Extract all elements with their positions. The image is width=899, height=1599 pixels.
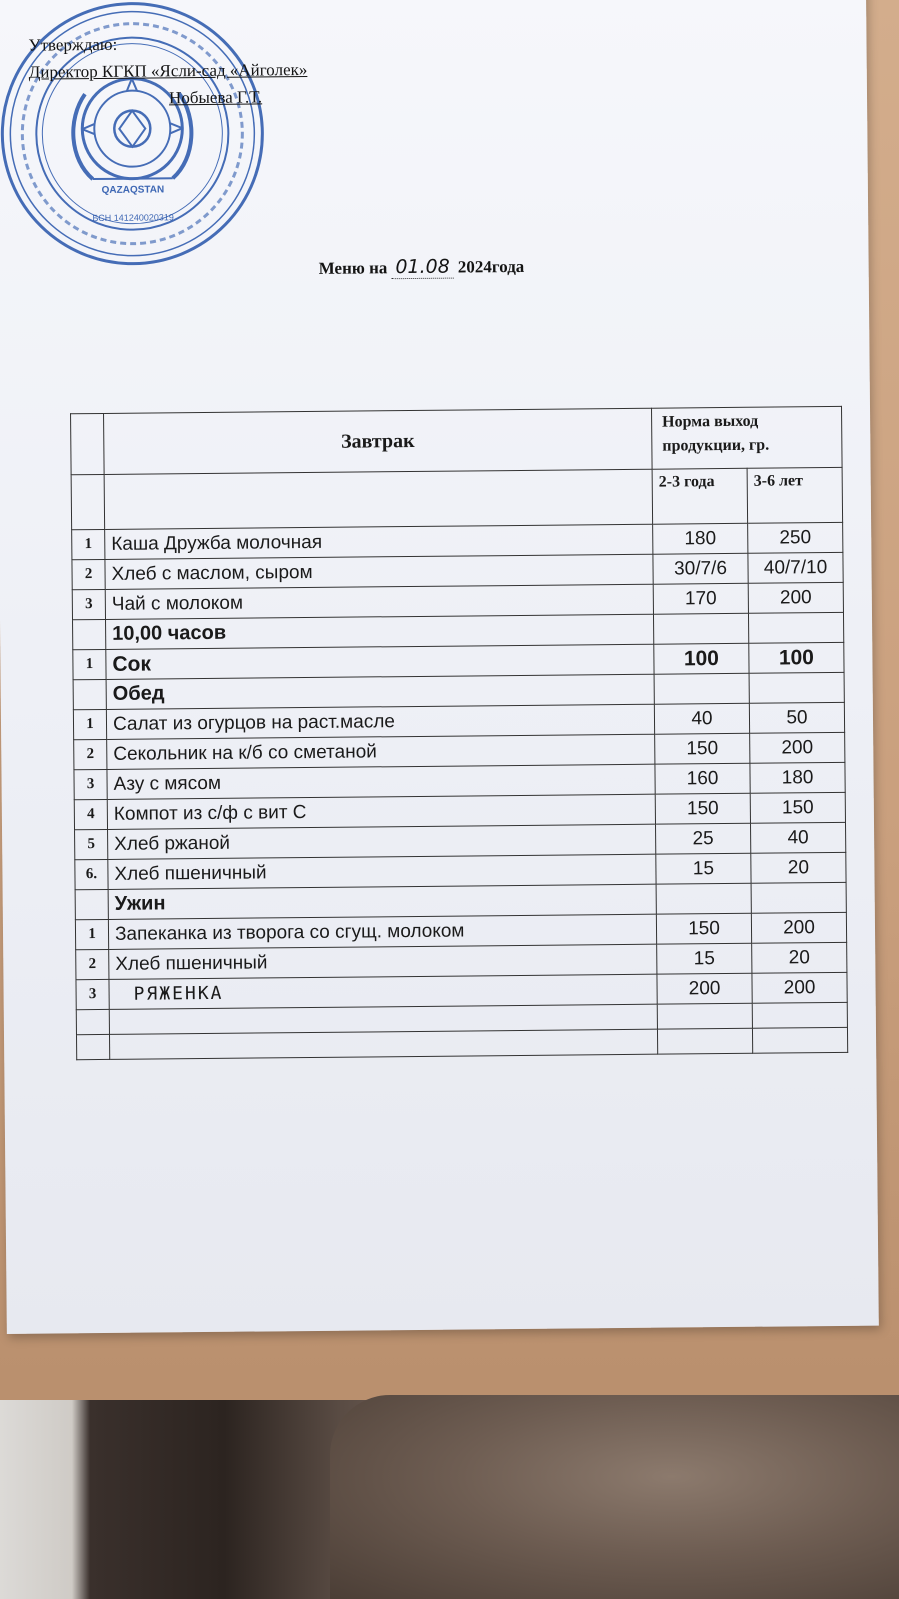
age-dish-cell — [104, 469, 653, 529]
header-norm: Норма выход продукции, гр. — [652, 406, 843, 469]
row-value-old — [752, 1002, 847, 1028]
row-dish: Хлеб с маслом, сыром — [105, 554, 653, 589]
row-value-old: 100 — [749, 642, 844, 673]
menu-table — [70, 406, 848, 1060]
age-old: 3-6 лет — [747, 467, 843, 523]
row-number — [76, 1034, 109, 1059]
row-dish: Компот из с/ф с вит С — [107, 794, 655, 829]
approval-heading: Утверждаю: — [28, 34, 118, 55]
row-number — [76, 1009, 109, 1034]
row-number: 1 — [73, 649, 106, 679]
table-age-row — [71, 467, 842, 529]
age-number-cell — [71, 474, 105, 529]
row-value-old: 20 — [751, 852, 846, 883]
row-value-old — [751, 882, 846, 913]
row-number: 5 — [75, 829, 108, 859]
row-number: 6. — [75, 859, 108, 889]
row-number: 4 — [74, 799, 107, 829]
row-value-young: 150 — [656, 913, 751, 944]
row-dish: Хлеб пшеничный — [108, 854, 656, 889]
row-dish: Запеканка из творога со сгущ. молоком — [108, 914, 656, 949]
row-value-young — [654, 673, 749, 704]
row-value-young: 25 — [655, 823, 750, 854]
row-value-young: 200 — [657, 973, 752, 1004]
row-value-young: 180 — [653, 523, 748, 554]
row-dish: Хлеб пшеничный — [109, 944, 657, 979]
row-dish: Чай с молоком — [105, 584, 653, 619]
row-value-old: 40 — [750, 822, 845, 853]
row-value-young: 150 — [655, 733, 750, 764]
title-prefix: Меню на — [318, 258, 388, 278]
row-value-old — [748, 612, 843, 643]
row-dish: Салат из огурцов на раст.масле — [106, 704, 654, 739]
row-dish: РЯЖЕНКА — [109, 974, 657, 1009]
row-value-young — [653, 613, 748, 644]
svg-text:БСН 141240020319: БСН 141240020319 — [92, 212, 174, 224]
row-value-old: 250 — [748, 522, 843, 553]
row-value-young: 15 — [657, 943, 752, 974]
header-number-cell — [71, 413, 105, 474]
age-young: 2-3 года — [652, 468, 748, 524]
row-value-old — [749, 672, 844, 703]
title-handwritten-date: 01.08 — [391, 256, 453, 280]
row-number — [75, 889, 108, 919]
row-value-old: 20 — [752, 942, 847, 973]
row-dish: Секольник на к/б со сметаной — [107, 734, 655, 769]
row-value-young — [656, 883, 751, 914]
row-dish — [109, 1029, 657, 1059]
row-number: 3 — [74, 769, 107, 799]
table-header-row — [71, 406, 843, 474]
title-suffix: 2024года — [457, 256, 525, 277]
row-dish: Азу с мясом — [107, 764, 655, 799]
approval-block — [28, 29, 307, 113]
row-value-young — [657, 1028, 752, 1054]
row-number: 1 — [75, 919, 108, 949]
row-value-young: 30/7/6 — [653, 553, 748, 584]
row-number: 1 — [73, 709, 106, 739]
row-value-young: 150 — [655, 793, 750, 824]
row-value-young: 170 — [653, 583, 748, 614]
row-number — [73, 679, 106, 709]
row-number: 1 — [72, 529, 105, 559]
page-title — [319, 255, 525, 280]
row-value-old: 200 — [751, 912, 846, 943]
row-value-young: 15 — [656, 853, 751, 884]
approval-director: Директор КГКП «Ясли-сад «Айголек» — [28, 59, 308, 82]
row-value-young: 100 — [654, 643, 749, 674]
approval-signature-name: Нобыева Г.Т. — [168, 87, 263, 108]
row-value-old: 50 — [749, 702, 844, 733]
row-value-old: 200 — [748, 582, 843, 613]
row-value-old: 200 — [750, 732, 845, 763]
row-value-old — [752, 1027, 847, 1053]
row-dish: Ужин — [108, 884, 656, 919]
row-number: 3 — [72, 589, 105, 619]
row-number: 2 — [76, 949, 109, 979]
row-value-young: 160 — [655, 763, 750, 794]
row-value-old: 180 — [750, 762, 845, 793]
row-dish: 10,00 часов — [106, 614, 654, 649]
fabric-background — [330, 1395, 899, 1599]
row-value-young — [657, 1003, 752, 1029]
row-value-old: 40/7/10 — [748, 552, 843, 583]
row-dish: Хлеб ржаной — [108, 824, 656, 859]
header-meal: Завтрак — [104, 408, 653, 474]
row-value-old: 150 — [750, 792, 845, 823]
row-number — [73, 619, 106, 649]
svg-text:QAZAQSTAN: QAZAQSTAN — [101, 184, 165, 196]
row-value-young: 40 — [654, 703, 749, 734]
row-dish: Каша Дружба молочная — [105, 524, 653, 559]
row-number: 2 — [74, 739, 107, 769]
row-dish: Обед — [106, 674, 654, 709]
row-dish: Сок — [106, 644, 654, 679]
row-number: 2 — [72, 559, 105, 589]
row-number: 3 — [76, 979, 109, 1009]
row-value-old: 200 — [752, 972, 847, 1003]
